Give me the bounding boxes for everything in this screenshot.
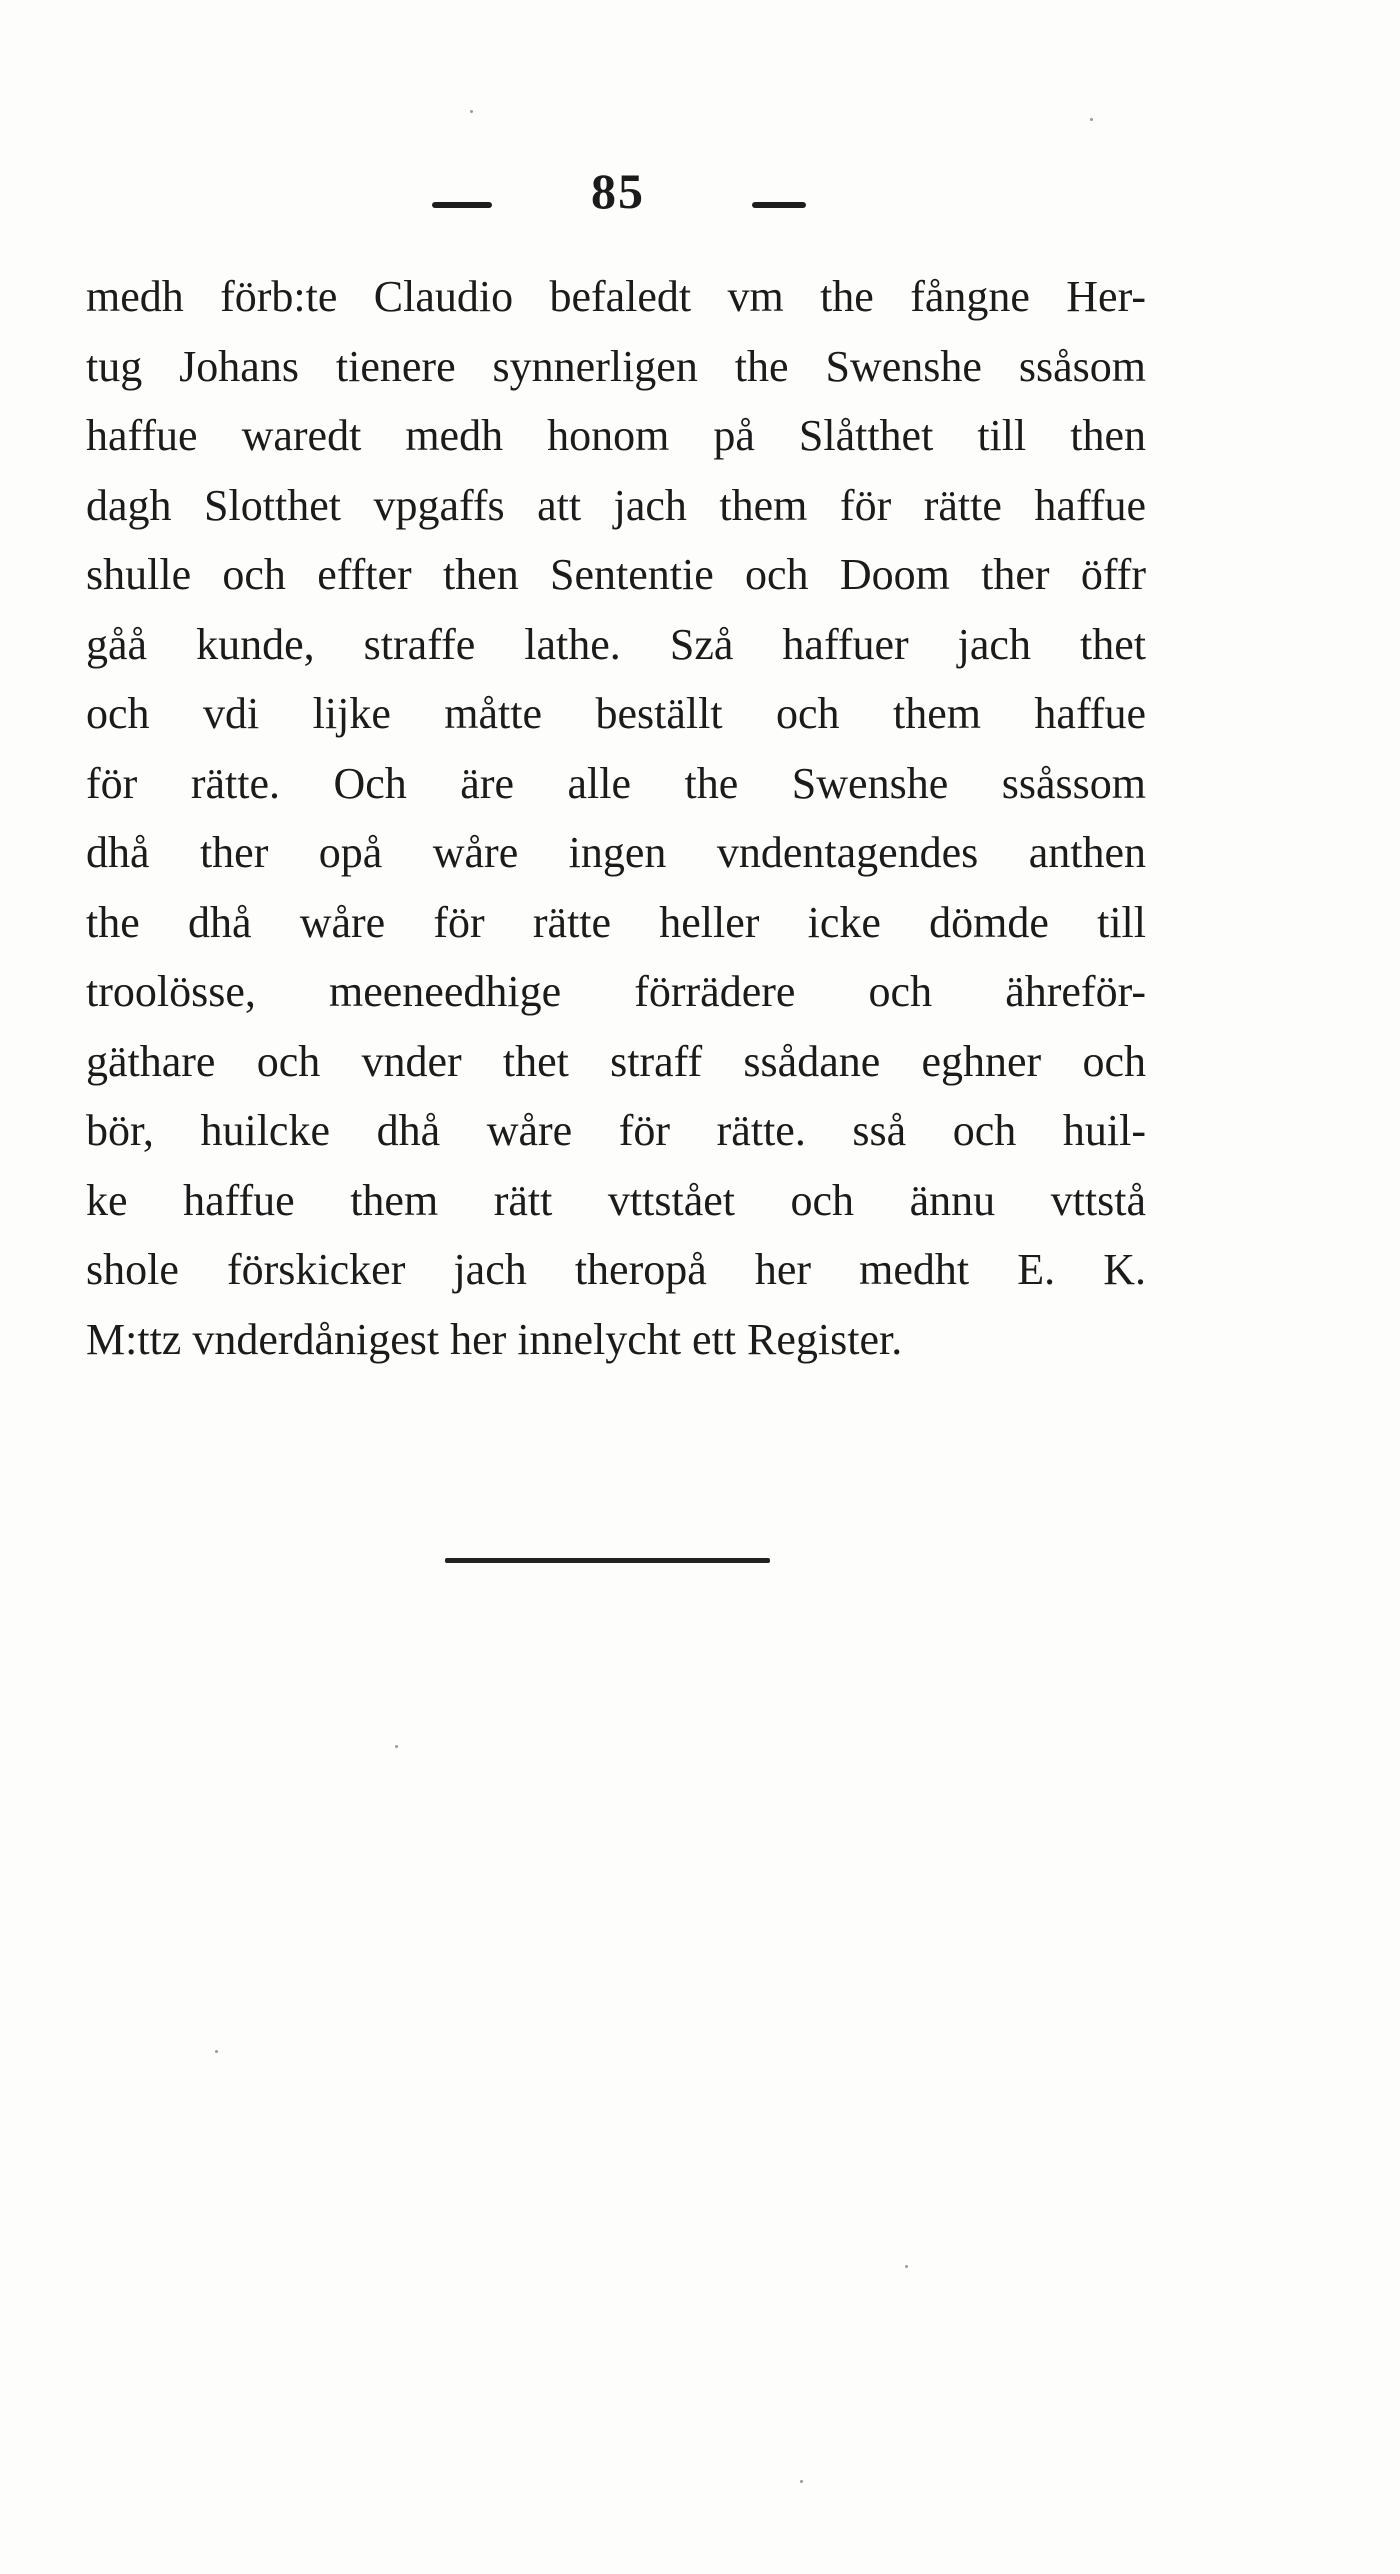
text-line: dagh Slotthet vpgaffs att jach them för rätte haffue — [86, 480, 1146, 530]
text-line: för rätte. Och äre alle the Swenshe ssåssom — [86, 758, 1146, 808]
header-dash-right — [752, 202, 806, 208]
text-line: ke haffue them rätt vttstået och ännu vttstå — [86, 1175, 1146, 1225]
header-dash-left — [432, 202, 492, 208]
text-line: the dhå wåre för rätte heller icke dömde till — [86, 897, 1146, 947]
text-line: dhå ther opå wåre ingen vndentagendes anthen — [86, 828, 1146, 877]
page-number: 85 — [591, 163, 645, 219]
body-text — [86, 262, 1146, 1374]
text-line: shulle och effter then Sententie och Doom ther öffr — [86, 550, 1146, 599]
end-rule — [445, 1558, 770, 1563]
text-line: och vdi lijke måtte beställt och them haffue — [86, 689, 1146, 738]
text-line: gåå kunde, straffe lathe. Szå haffuer jach thet — [86, 619, 1146, 669]
text-line: medh förb:te Claudio befaledt vm the fångne Her- — [86, 272, 1146, 321]
text-line: troolösse, meeneedhige förrädere och ähreför- — [86, 967, 1146, 1016]
text-line: shole förskicker jach theropå her medht E. K. — [86, 1245, 1146, 1294]
text-line-last: M:ttz vnderdånigest her innelycht ett Register. — [86, 1314, 903, 1364]
page-header — [0, 150, 1400, 230]
text-line: haffue waredt medh honom på Slåtthet till then — [86, 411, 1146, 460]
text-line: bör, huilcke dhå wåre för rätte. sså och huil- — [86, 1106, 1146, 1155]
text-line: gäthare och vnder thet straff ssådane eghner och — [86, 1036, 1146, 1086]
text-line: tug Johans tienere synnerligen the Swenshe ssåsom — [86, 341, 1146, 391]
